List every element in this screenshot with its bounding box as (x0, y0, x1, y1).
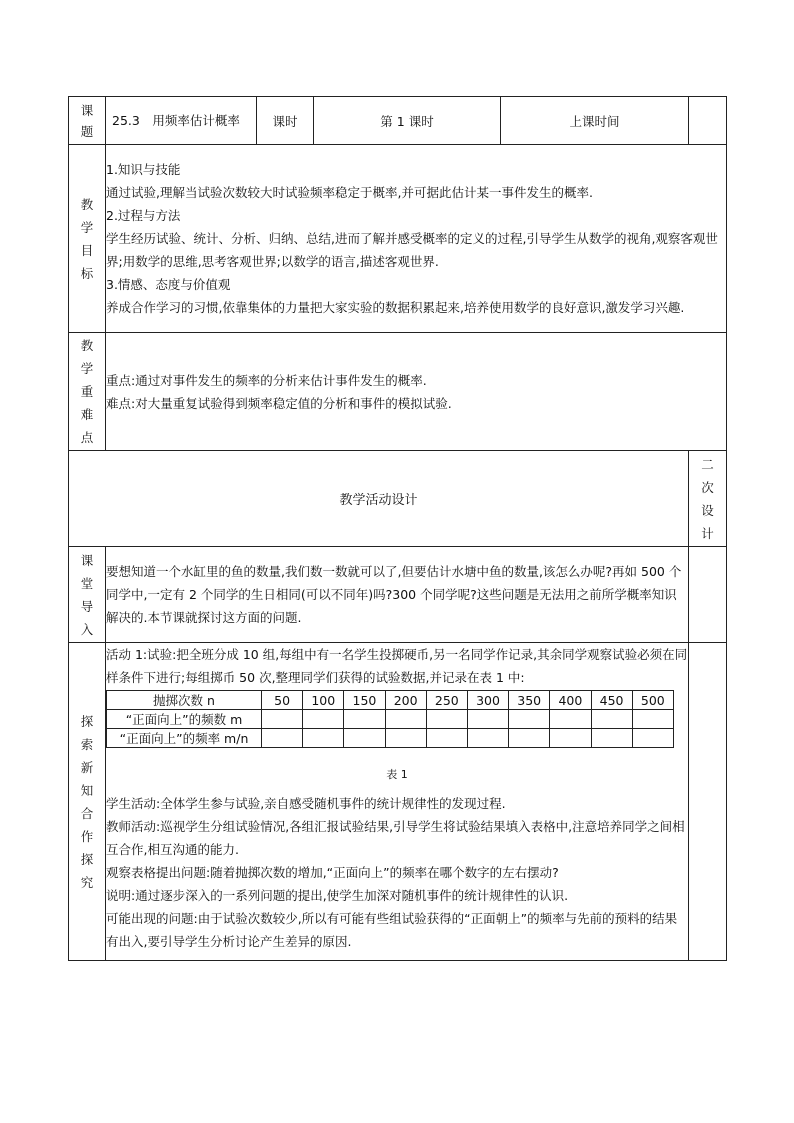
objectives-label (69, 145, 106, 333)
table-cell: 250 (426, 691, 467, 710)
table-cell (426, 729, 467, 748)
key-points-label (69, 333, 106, 451)
key-points-content (106, 333, 727, 451)
explore-line: 说明:通过逐步深入的一系列问题的提出,使学生加深对随机事件的统计规律性的认识. (106, 888, 569, 903)
topic-value-text: 25.3 用频率估计概率 (112, 113, 240, 128)
table-cell (467, 729, 508, 748)
objectives-line: 3.情感、态度与价值观 (106, 277, 231, 292)
intro-label (69, 547, 106, 643)
table-cell (344, 710, 385, 729)
table-cell: 500 (632, 691, 673, 710)
objectives-content (106, 145, 727, 333)
objectives-line: 2.过程与方法 (106, 208, 181, 223)
topic-value (106, 97, 257, 145)
explore-second-design (689, 643, 727, 961)
table-cell (632, 710, 673, 729)
objectives-line: 学生经历试验、统计、分析、归纳、总结,进而了解并感受概率的定义的过程,引导学生从数学的视角,观察客观世界;用数学的思维,思考客观世界;以数学的语言,描述客观世界. (106, 231, 718, 269)
table-row (107, 729, 674, 748)
intro-second-design (689, 547, 727, 643)
objectives-line: 1.知识与技能 (106, 162, 181, 177)
table-cell (262, 729, 303, 748)
explore-line: 学生活动:全体学生参与试验,亲自感受随机事件的统计规律性的发现过程. (106, 796, 506, 811)
table-cell (509, 710, 550, 729)
header-row (69, 97, 727, 145)
lesson-plan-table (68, 96, 727, 961)
objectives-line: 养成合作学习的习惯,依靠集体的力量把大家实验的数据积累起来,培养使用数学的良好意识,激发学习兴趣. (106, 300, 685, 315)
table-caption: 表 1 (386, 768, 408, 781)
explore-line: 教师活动:巡视学生分组试验情况,各组汇报试验结果,引导学生将试验结果填入表格中,注意培养同学之间相互合作,相互沟通的能力. (106, 819, 685, 857)
intro-text: 要想知道一个水缸里的鱼的数量,我们数一数就可以了,但要估计水塘中鱼的数量,该怎么办呢?再如 500 个同学中,一定有 2 个同学的生日相同(可以不同年)吗?300 个同学呢?这些问题是无法用之前所学概率知识解决的.本节课就探讨这方面的问题. (106, 564, 682, 625)
period-label: 课时 (257, 97, 314, 145)
table-cell: 50 (262, 691, 303, 710)
table-cell (426, 710, 467, 729)
table-cell (550, 710, 591, 729)
second-design-label (689, 451, 727, 547)
table-cell (303, 710, 344, 729)
table-cell (385, 710, 426, 729)
explore-row (69, 643, 727, 961)
activity-text: 活动 1:试验:把全班分成 10 组,每组中有一名学生投掷硬币,另一名同学作记录,其余同学观察试验必须在同样条件下进行;每组掷币 50 次,整理同学们获得的试验数据,并记录在表 1 中: (106, 647, 688, 685)
intro-row (69, 547, 727, 643)
design-title: 教学活动设计 (69, 451, 689, 547)
row-label: 抛掷次数 n (107, 691, 262, 710)
intro-content (106, 547, 689, 643)
objectives-label-text: 教学目标 (80, 196, 94, 281)
second-design-label-text: 二次设计 (701, 456, 714, 541)
table-cell (632, 729, 673, 748)
key-point-line: 重点:通过对事件发生的频率的分析来估计事件发生的概率. (106, 372, 427, 388)
table-cell (385, 729, 426, 748)
intro-label-text: 课堂导入 (80, 552, 94, 637)
table-cell (262, 710, 303, 729)
table-cell: 200 (385, 691, 426, 710)
table-row (107, 710, 674, 729)
table-cell: 400 (550, 691, 591, 710)
explore-label-text: 探索新知合作探究 (80, 713, 94, 890)
objectives-row (69, 145, 727, 333)
design-row (69, 451, 727, 547)
topic-label (69, 97, 106, 145)
table-cell: 350 (509, 691, 550, 710)
table-cell: 100 (303, 691, 344, 710)
lesson-plan (68, 96, 726, 961)
table-row (107, 691, 674, 710)
row-label: “正面向上”的频率 m/n (107, 729, 262, 748)
topic-label-text: 课题 (80, 102, 94, 139)
explore-label (69, 643, 106, 961)
table-cell (591, 710, 632, 729)
table-cell (303, 729, 344, 748)
table-cell (550, 729, 591, 748)
key-points-label-text: 教学重难点 (80, 338, 94, 445)
table-cell (344, 729, 385, 748)
period-value: 第 1 课时 (314, 97, 501, 145)
objectives-line: 通过试验,理解当试验次数较大时试验频率稳定于概率,并可据此估计某一事件发生的概率. (106, 185, 593, 200)
experiment-table (106, 690, 674, 748)
table-cell (591, 729, 632, 748)
table-cell: 300 (467, 691, 508, 710)
table-cell (467, 710, 508, 729)
table-cell (509, 729, 550, 748)
table-cell: 150 (344, 691, 385, 710)
explore-line: 可能出现的问题:由于试验次数较少,所以有可能有些组试验获得的“正面朝上”的频率与先前的预料的结果有出入,要引导学生分析讨论产生差异的原因. (106, 911, 678, 949)
explore-content (106, 643, 689, 961)
table-cell: 450 (591, 691, 632, 710)
class-time-label: 上课时间 (501, 97, 689, 145)
explore-line: 观察表格提出问题:随着抛掷次数的增加,“正面向上”的频率在哪个数字的左右摆动? (106, 865, 559, 880)
key-point-line: 难点:对大量重复试验得到频率稳定值的分析和事件的模拟试验. (106, 395, 452, 411)
key-points-row (69, 333, 727, 451)
row-label: “正面向上”的频数 m (107, 710, 262, 729)
class-time-value (689, 97, 727, 145)
